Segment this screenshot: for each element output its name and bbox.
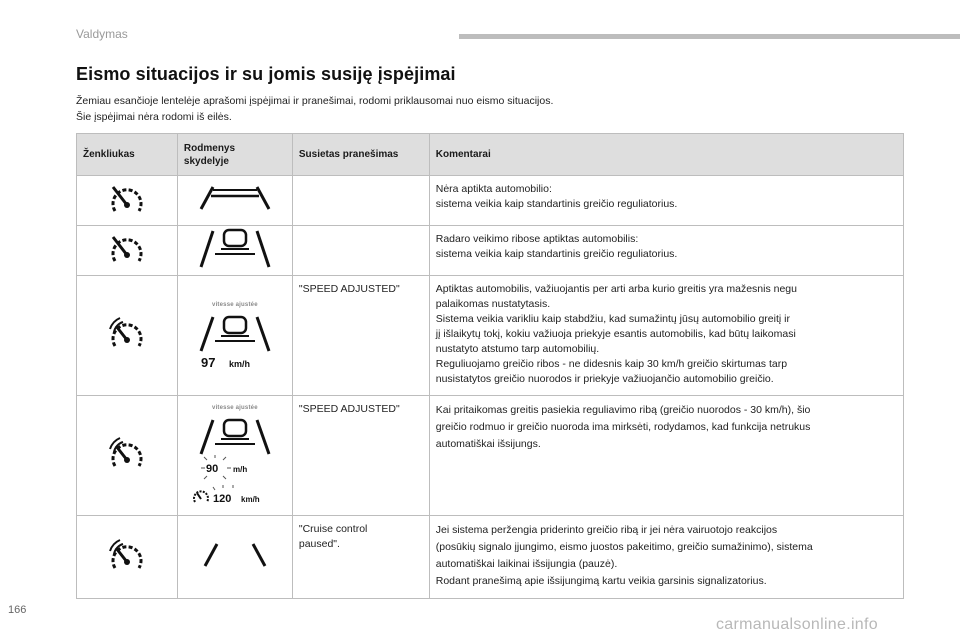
row-message: "SPEED ADJUSTED"	[292, 396, 429, 516]
header-message: Susietas pranešimas	[292, 134, 429, 176]
row-message	[292, 176, 429, 226]
table-row	[77, 176, 904, 226]
comment-line: Jei sistema peržengia priderinto greičio ribą ir jei nėra vairuotojo reakcijos	[435, 524, 778, 536]
comment-line: (posūkių signalo įjungimo, eismo juostos pakeitimo, greičio sumažinimo), sistema	[435, 541, 813, 553]
row-icon-cell	[77, 516, 178, 599]
warnings-table	[76, 133, 904, 599]
speed-adjusted-label: vitesse ajustée	[212, 301, 258, 308]
row-comments	[429, 516, 903, 599]
comment-line: Rodant pranešimą apie išsijungimą kartu veikia garsinis signalizatorius.	[435, 575, 767, 587]
lane-lines-display-icon	[195, 540, 275, 570]
row-icon-cell	[77, 396, 178, 516]
message-line: "Cruise control	[298, 523, 368, 535]
comment-line: Aptiktas automobilis, važiuojantis per arti arba kurio greitis yra mažesnis negu	[435, 283, 797, 295]
page-title: Eismo situacijos ir su jomis susiję įspėjimai	[76, 64, 456, 84]
display-speed-2: 120	[212, 492, 232, 505]
comment-line: palaikomas nustatytasis.	[435, 298, 551, 310]
comment-line: Nėra aptikta automobilio:	[435, 183, 552, 195]
section-label: Valdymas	[76, 27, 128, 41]
speed-adjusted-label: vitesse ajustée	[212, 404, 258, 411]
display-unit: m/h	[232, 464, 248, 474]
row-message	[292, 516, 429, 599]
comment-line: nusistatytos greičio nuorodos ir priekyje važiuojančio automobilio greičio.	[435, 373, 774, 385]
speed-adjusted-display-icon	[195, 313, 275, 369]
table-row	[77, 516, 904, 599]
flash-rays-2	[213, 485, 233, 490]
cruise-control-icon	[107, 181, 147, 215]
row-message	[292, 226, 429, 276]
header-display-line1: Rodmenys	[183, 142, 236, 154]
row-comments	[429, 176, 903, 226]
row-display-cell	[177, 226, 292, 276]
row-comments	[429, 276, 903, 396]
row-display-cell	[177, 516, 292, 599]
adaptive-cruise-icon	[107, 316, 147, 350]
display-speed: 97	[200, 354, 216, 369]
row-comments	[429, 226, 903, 276]
page-number: 166	[8, 604, 27, 616]
comment-line: Sistema veikia varikliu kaip stabdžiu, kad sumažintų jūsų automobilio greitį ir	[435, 313, 790, 325]
table-row	[77, 226, 904, 276]
table-row	[77, 276, 904, 396]
row-display-cell	[177, 396, 292, 516]
message-line: paused".	[298, 538, 340, 550]
display-unit: km/h	[228, 358, 250, 369]
comment-line: automatiškai laikinai išsijungia (pauzė).	[435, 558, 618, 570]
adaptive-cruise-icon	[107, 538, 147, 572]
row-icon-cell	[77, 226, 178, 276]
intro-line: Šie įspėjimai nėra rodomi iš eilės.	[76, 111, 232, 123]
display-speed: 90	[205, 462, 219, 475]
row-display-cell	[177, 176, 292, 226]
row-icon-cell	[77, 176, 178, 226]
watermark: carmanualsonline.info	[716, 616, 878, 633]
header-icon: Ženkliukas	[77, 134, 178, 176]
comment-line: automatiškai išsijungs.	[435, 438, 541, 450]
intro-text	[76, 93, 553, 125]
row-message: "SPEED ADJUSTED"	[292, 276, 429, 396]
row-comments	[429, 396, 903, 516]
comment-line: Radaro veikimo ribose aptiktas automobilis:	[435, 233, 639, 245]
cruise-control-icon	[107, 231, 147, 265]
comment-line: sistema veikia kaip standartinis greičio reguliatorius.	[435, 248, 678, 260]
header-display-line2: skydelyje	[183, 155, 229, 167]
comment-line: Reguliuojamo greičio ribos - ne didesnis kaip 30 km/h greičio skirtumas tarp	[435, 358, 788, 370]
header-comments: Komentarai	[429, 134, 903, 176]
adaptive-cruise-icon	[107, 436, 147, 470]
display-unit-2: km/h	[240, 494, 260, 504]
comment-line: jį išlaikytų tokį, kokiu važiuoja priekyje esantis automobilis, kad būtų laikomasi	[435, 328, 796, 340]
vehicle-detected-display-icon	[195, 227, 275, 269]
comment-line: sistema veikia kaip standartinis greičio reguliatorius.	[435, 198, 678, 210]
header-display	[177, 134, 292, 176]
lane-display-icon	[195, 183, 275, 213]
header-rule	[459, 34, 960, 39]
table-row	[77, 396, 904, 516]
comment-line: nustatyto atstumo tarp automobilių.	[435, 343, 600, 355]
comment-line: Kai pritaikomas greitis pasiekia reguliavimo ribą (greičio nuorodos - 30 km/h), šio	[435, 404, 811, 416]
row-icon-cell	[77, 276, 178, 396]
speed-limit-flashing-display-icon	[193, 416, 277, 506]
comment-line: greičio rodmuo ir greičio nuoroda ima mirksėti, rodydamos, kad funkcija netrukus	[435, 421, 811, 433]
intro-line: Žemiau esančioje lentelėje aprašomi įspėjimai ir pranešimai, rodomi priklausomai nuo eismo situacijos.	[76, 95, 554, 107]
table-header-row	[77, 134, 904, 176]
row-display-cell	[177, 276, 292, 396]
